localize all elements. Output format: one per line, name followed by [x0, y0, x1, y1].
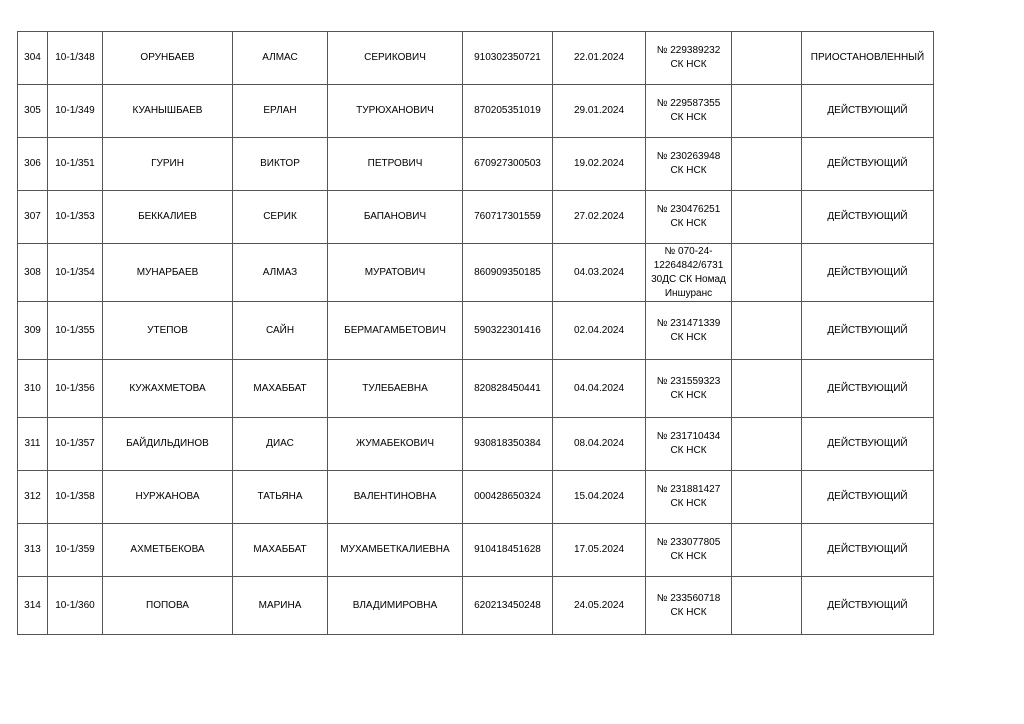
first-name-cell: МАХАББАТ — [233, 360, 328, 418]
insurance-policy-cell — [646, 191, 732, 244]
policy-line: № 230263948 — [656, 151, 721, 162]
policy-line: № 230476251 — [656, 204, 721, 215]
date-cell: 24.05.2024 — [553, 577, 646, 635]
patronymic-cell: БЕРМАГАМБЕТОВИЧ — [328, 302, 463, 360]
row-number-cell: 314 — [18, 577, 48, 635]
registration-number-cell: 10-1/356 — [48, 360, 103, 418]
iin-cell: 910418451628 — [463, 524, 553, 577]
last-name-cell: ПОПОВА — [103, 577, 233, 635]
status-cell: ДЕЙСТВУЮЩИЙ — [802, 302, 934, 360]
policy-line: СК НСК — [670, 551, 707, 562]
policy-line: СК НСК — [670, 498, 707, 509]
registration-number-cell: 10-1/354 — [48, 244, 103, 302]
first-name-cell: МАРИНА — [233, 577, 328, 635]
last-name-cell: НУРЖАНОВА — [103, 471, 233, 524]
registry-table — [17, 31, 934, 635]
table-row — [18, 302, 934, 360]
last-name-cell: ОРУНБАЕВ — [103, 32, 233, 85]
status-cell: ДЕЙСТВУЮЩИЙ — [802, 85, 934, 138]
first-name-cell: АЛМАС — [233, 32, 328, 85]
registration-number-cell: 10-1/348 — [48, 32, 103, 85]
row-number-cell: 305 — [18, 85, 48, 138]
row-number-cell: 306 — [18, 138, 48, 191]
note-cell — [732, 471, 802, 524]
registration-number-cell: 10-1/358 — [48, 471, 103, 524]
policy-line: № 231710434 — [656, 431, 721, 442]
last-name-cell: АХМЕТБЕКОВА — [103, 524, 233, 577]
registration-number-cell: 10-1/357 — [48, 418, 103, 471]
patronymic-cell: МУРАТОВИЧ — [328, 244, 463, 302]
note-cell — [732, 85, 802, 138]
insurance-policy-cell — [646, 524, 732, 577]
policy-line: СК НСК — [670, 59, 707, 70]
status-cell: ДЕЙСТВУЮЩИЙ — [802, 138, 934, 191]
note-cell — [732, 360, 802, 418]
table-body — [18, 32, 934, 635]
first-name-cell: ВИКТОР — [233, 138, 328, 191]
policy-line: СК НСК — [670, 389, 707, 401]
first-name-cell: САЙН — [233, 302, 328, 360]
table-row — [18, 471, 934, 524]
note-cell — [732, 138, 802, 191]
row-number-cell: 312 — [18, 471, 48, 524]
date-cell: 22.01.2024 — [553, 32, 646, 85]
status-cell: ДЕЙСТВУЮЩИЙ — [802, 577, 934, 635]
date-cell: 15.04.2024 — [553, 471, 646, 524]
iin-cell: 760717301559 — [463, 191, 553, 244]
insurance-policy-cell — [646, 244, 732, 302]
registration-number-cell: 10-1/355 — [48, 302, 103, 360]
patronymic-cell: ВЛАДИМИРОВНА — [328, 577, 463, 635]
date-cell: 08.04.2024 — [553, 418, 646, 471]
patronymic-cell: ТУЛЕБАЕВНА — [328, 360, 463, 418]
table-row — [18, 418, 934, 471]
table-row — [18, 577, 934, 635]
last-name-cell: ГУРИН — [103, 138, 233, 191]
insurance-policy-cell — [646, 577, 732, 635]
iin-cell: 870205351019 — [463, 85, 553, 138]
patronymic-cell: ПЕТРОВИЧ — [328, 138, 463, 191]
insurance-policy-cell — [646, 32, 732, 85]
iin-cell: 620213450248 — [463, 577, 553, 635]
date-cell: 04.03.2024 — [553, 244, 646, 302]
status-cell: ДЕЙСТВУЮЩИЙ — [802, 524, 934, 577]
date-cell: 19.02.2024 — [553, 138, 646, 191]
table-row — [18, 32, 934, 85]
first-name-cell: ДИАС — [233, 418, 328, 471]
policy-line: 12264842/6731 — [653, 259, 724, 271]
note-cell — [732, 32, 802, 85]
last-name-cell: МУНАРБАЕВ — [103, 244, 233, 302]
iin-cell: 910302350721 — [463, 32, 553, 85]
date-cell: 27.02.2024 — [553, 191, 646, 244]
last-name-cell: КУЖАХМЕТОВА — [103, 360, 233, 418]
first-name-cell: ТАТЬЯНА — [233, 471, 328, 524]
date-cell: 29.01.2024 — [553, 85, 646, 138]
policy-line: СК НСК — [670, 218, 707, 229]
policy-line: СК НСК — [670, 445, 707, 456]
last-name-cell: КУАНЫШБАЕВ — [103, 85, 233, 138]
policy-line: СК НСК — [670, 331, 707, 343]
table-row — [18, 360, 934, 418]
insurance-policy-cell — [646, 302, 732, 360]
first-name-cell: АЛМАЗ — [233, 244, 328, 302]
first-name-cell: СЕРИК — [233, 191, 328, 244]
last-name-cell: БЕККАЛИЕВ — [103, 191, 233, 244]
row-number-cell: 313 — [18, 524, 48, 577]
policy-line: № 233077805 — [656, 537, 721, 548]
status-cell: ДЕЙСТВУЮЩИЙ — [802, 244, 934, 302]
iin-cell: 590322301416 — [463, 302, 553, 360]
policy-line: СК НСК — [670, 165, 707, 176]
row-number-cell: 310 — [18, 360, 48, 418]
registration-number-cell: 10-1/359 — [48, 524, 103, 577]
row-number-cell: 307 — [18, 191, 48, 244]
first-name-cell: МАХАББАТ — [233, 524, 328, 577]
insurance-policy-cell — [646, 85, 732, 138]
note-cell — [732, 418, 802, 471]
row-number-cell: 309 — [18, 302, 48, 360]
note-cell — [732, 577, 802, 635]
policy-line: № 231881427 — [656, 484, 721, 495]
note-cell — [732, 244, 802, 302]
patronymic-cell: ЖУМАБЕКОВИЧ — [328, 418, 463, 471]
patronymic-cell: СЕРИКОВИЧ — [328, 32, 463, 85]
iin-cell: 000428650324 — [463, 471, 553, 524]
last-name-cell: БАЙДИЛЬДИНОВ — [103, 418, 233, 471]
note-cell — [732, 191, 802, 244]
table-row — [18, 524, 934, 577]
policy-line: 30ДС СК Номад — [651, 273, 726, 285]
status-cell: ДЕЙСТВУЮЩИЙ — [802, 360, 934, 418]
policy-line: № 231559323 — [656, 375, 721, 387]
policy-line: СК НСК — [670, 112, 707, 123]
table-row — [18, 85, 934, 138]
patronymic-cell: ВАЛЕНТИНОВНА — [328, 471, 463, 524]
policy-line: № 070-24- — [664, 245, 713, 257]
policy-line: № 229587355 — [656, 98, 721, 109]
date-cell: 17.05.2024 — [553, 524, 646, 577]
insurance-policy-cell — [646, 138, 732, 191]
patronymic-cell: БАПАНОВИЧ — [328, 191, 463, 244]
date-cell: 04.04.2024 — [553, 360, 646, 418]
first-name-cell: ЕРЛАН — [233, 85, 328, 138]
insurance-policy-cell — [646, 471, 732, 524]
iin-cell: 930818350384 — [463, 418, 553, 471]
registration-number-cell: 10-1/353 — [48, 191, 103, 244]
policy-line: № 233560718 — [656, 592, 721, 604]
status-cell: ДЕЙСТВУЮЩИЙ — [802, 191, 934, 244]
policy-line: Иншуранс — [664, 287, 713, 299]
row-number-cell: 311 — [18, 418, 48, 471]
registration-number-cell: 10-1/349 — [48, 85, 103, 138]
insurance-policy-cell — [646, 418, 732, 471]
patronymic-cell: ТУРЮХАНОВИЧ — [328, 85, 463, 138]
patronymic-cell: МУХАМБЕТКАЛИЕВНА — [328, 524, 463, 577]
registration-number-cell: 10-1/360 — [48, 577, 103, 635]
row-number-cell: 304 — [18, 32, 48, 85]
policy-line: СК НСК — [670, 606, 707, 618]
status-cell: ПРИОСТАНОВЛЕННЫЙ — [802, 32, 934, 85]
policy-line: № 229389232 — [656, 45, 721, 56]
status-cell: ДЕЙСТВУЮЩИЙ — [802, 471, 934, 524]
date-cell: 02.04.2024 — [553, 302, 646, 360]
last-name-cell: УТЕПОВ — [103, 302, 233, 360]
row-number-cell: 308 — [18, 244, 48, 302]
iin-cell: 860909350185 — [463, 244, 553, 302]
insurance-policy-cell — [646, 360, 732, 418]
iin-cell: 670927300503 — [463, 138, 553, 191]
registration-number-cell: 10-1/351 — [48, 138, 103, 191]
note-cell — [732, 524, 802, 577]
iin-cell: 820828450441 — [463, 360, 553, 418]
status-cell: ДЕЙСТВУЮЩИЙ — [802, 418, 934, 471]
table-row — [18, 191, 934, 244]
policy-line: № 231471339 — [656, 317, 721, 329]
table-row — [18, 244, 934, 302]
note-cell — [732, 302, 802, 360]
table-row — [18, 138, 934, 191]
